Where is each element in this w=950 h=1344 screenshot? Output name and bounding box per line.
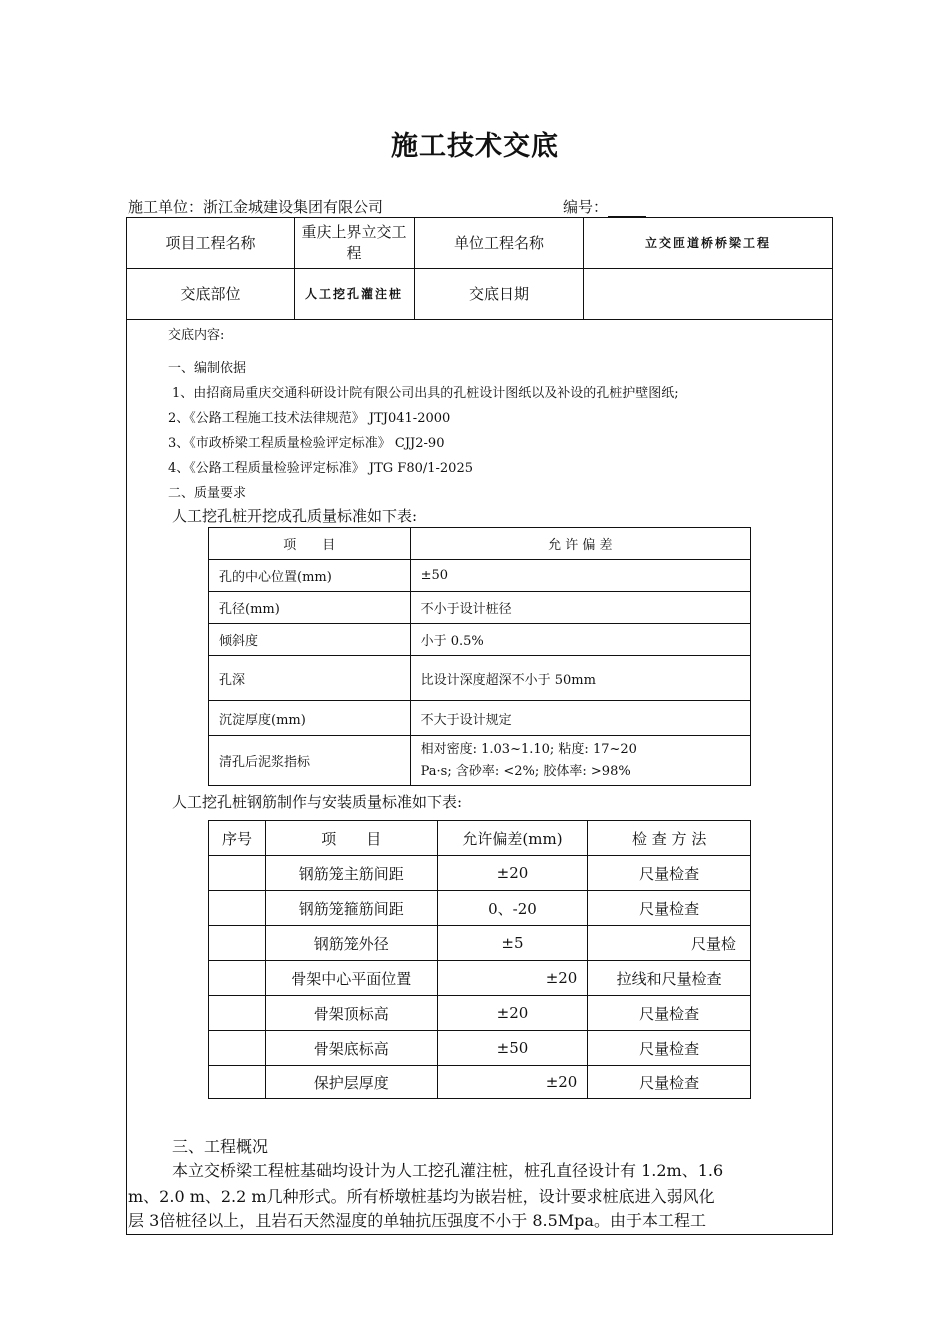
section-heading-overview: 三、工程概况 [172, 1137, 269, 1156]
table-row [209, 1066, 751, 1099]
table-cell: 0、-20 [437, 891, 588, 926]
table-cell: 清孔后泥浆指标 [209, 736, 411, 786]
reference-item: 3、《市政桥梁工程质量检验评定标准》 CJJ2-90 [168, 436, 445, 451]
table-cell: ±50 [410, 560, 750, 592]
table-row [209, 891, 751, 926]
table-cell: 尺量检查 [588, 1031, 751, 1066]
mud-index-line: Pa·s; 含砂率: <2%; 胶体率: >98% [420, 763, 631, 779]
table-row [209, 736, 751, 786]
overview-line: 层 3倍桩径以上，且岩石天然湿度的单轴抗压强度不小于 8.5Mpa。由于本工程工 [128, 1211, 706, 1230]
table-cell: 尺量检查 [588, 996, 751, 1031]
hole-table-caption: 人工挖孔桩开挖成孔质量标准如下表: [172, 507, 418, 525]
table-cell: ±20 [437, 996, 588, 1031]
table-cell: 孔径(mm) [209, 592, 411, 624]
table-cell: 孔的中心位置(mm) [209, 560, 411, 592]
table-cell: ±20 [437, 961, 588, 996]
table-cell: 倾斜度 [209, 624, 411, 656]
table-row [209, 656, 751, 701]
table-cell [209, 856, 266, 891]
table-row [209, 701, 751, 736]
table-cell: 不小于设计桩径 [410, 592, 750, 624]
table-header: 项 目 [265, 821, 437, 856]
table-cell: 尺量检 [588, 926, 751, 961]
unit-project-label: 单位工程名称 [453, 233, 544, 252]
table-cell: 比设计深度超深不小于 50mm [410, 656, 750, 701]
project-name-value: 重庆上界立交工程 [301, 223, 407, 262]
table-cell [209, 996, 266, 1031]
table-cell: 钢筋笼外径 [265, 926, 437, 961]
table-cell: 拉线和尺量检查 [588, 961, 751, 996]
table-cell: 孔深 [209, 656, 411, 701]
unit-project-value: 立交匝道桥桥梁工程 [644, 236, 771, 250]
document-title: 施工技术交底 [391, 131, 559, 162]
table-cell [410, 736, 750, 786]
table-header: 项 目 [209, 528, 411, 560]
document-number [563, 196, 646, 217]
mud-index-line: 相对密度: 1.03~1.10; 粘度: 17~20 [420, 741, 637, 757]
section-heading-quality: 二、质量要求 [168, 486, 247, 501]
part-label: 交底部位 [180, 284, 241, 303]
section-heading-basis: 一、编制依据 [168, 361, 247, 376]
table-row [209, 1031, 751, 1066]
part-value: 人工挖孔灌注桩 [304, 287, 403, 301]
table-cell: 不大于设计规定 [410, 701, 750, 736]
table-row [209, 961, 751, 996]
table-header: 序号 [209, 821, 266, 856]
table-header: 允许偏差(mm) [437, 821, 588, 856]
overview-line: 本立交桥梁工程桩基础均设计为人工挖孔灌注桩，桩孔直径设计有 1.2m、1.6 [172, 1161, 724, 1180]
table-cell: ±5 [437, 926, 588, 961]
table-header: 允 许 偏 差 [410, 528, 750, 560]
table-cell: 尺量检查 [588, 891, 751, 926]
date-label: 交底日期 [468, 284, 529, 303]
construction-unit: 施工单位：浙江金城建设集团有限公司 [128, 198, 384, 216]
number-label: 编号： [563, 198, 609, 216]
table-row [209, 592, 751, 624]
table-header-row [209, 821, 751, 856]
overview-line: m、2.0 m、2.2 m几种形式。所有桥墩桩基均为嵌岩桩，设计要求桩底进入弱风化 [128, 1187, 715, 1206]
project-name-label: 项目工程名称 [165, 233, 256, 252]
table-cell: 小于 0.5% [410, 624, 750, 656]
table-cell [209, 1066, 266, 1099]
number-blank [608, 201, 646, 217]
col-divider [294, 217, 295, 320]
table-cell [209, 891, 266, 926]
table-cell [209, 961, 266, 996]
rebar-quality-table [208, 820, 751, 1099]
table-cell: 保护层厚度 [265, 1066, 437, 1099]
reference-item: 4、《公路工程质量检验评定标准》 JTG F80/1-2025 [168, 461, 473, 476]
table-header: 检 查 方 法 [588, 821, 751, 856]
reference-item: 2、《公路工程施工技术法律规范》 JTJ041-2000 [168, 411, 451, 426]
table-cell: ±50 [437, 1031, 588, 1066]
table-cell [209, 926, 266, 961]
table-cell: 骨架中心平面位置 [265, 961, 437, 996]
table-row [209, 560, 751, 592]
row-divider [126, 319, 833, 320]
date-value [584, 269, 832, 319]
table-cell: 尺量检查 [588, 856, 751, 891]
table-row [209, 624, 751, 656]
table-row [209, 856, 751, 891]
rebar-table-caption: 人工挖孔桩钢筋制作与安装质量标准如下表: [172, 793, 463, 811]
table-cell: ±20 [437, 856, 588, 891]
table-cell: 骨架顶标高 [265, 996, 437, 1031]
table-row [209, 926, 751, 961]
content-intro: 交底内容: [168, 328, 225, 343]
table-cell: ±20 [437, 1066, 588, 1099]
reference-item: 1、由招商局重庆交通科研设计院有限公司出具的孔桩设计图纸以及补设的孔桩护壁图纸; [172, 386, 679, 401]
table-cell: 沉淀厚度(mm) [209, 701, 411, 736]
table-row [209, 996, 751, 1031]
table-cell [209, 1031, 266, 1066]
table-cell: 钢筋笼箍筋间距 [265, 891, 437, 926]
table-cell: 尺量检查 [588, 1066, 751, 1099]
table-cell: 骨架底标高 [265, 1031, 437, 1066]
table-cell: 钢筋笼主筋间距 [265, 856, 437, 891]
hole-quality-table [208, 527, 751, 786]
table-header-row [209, 528, 751, 560]
